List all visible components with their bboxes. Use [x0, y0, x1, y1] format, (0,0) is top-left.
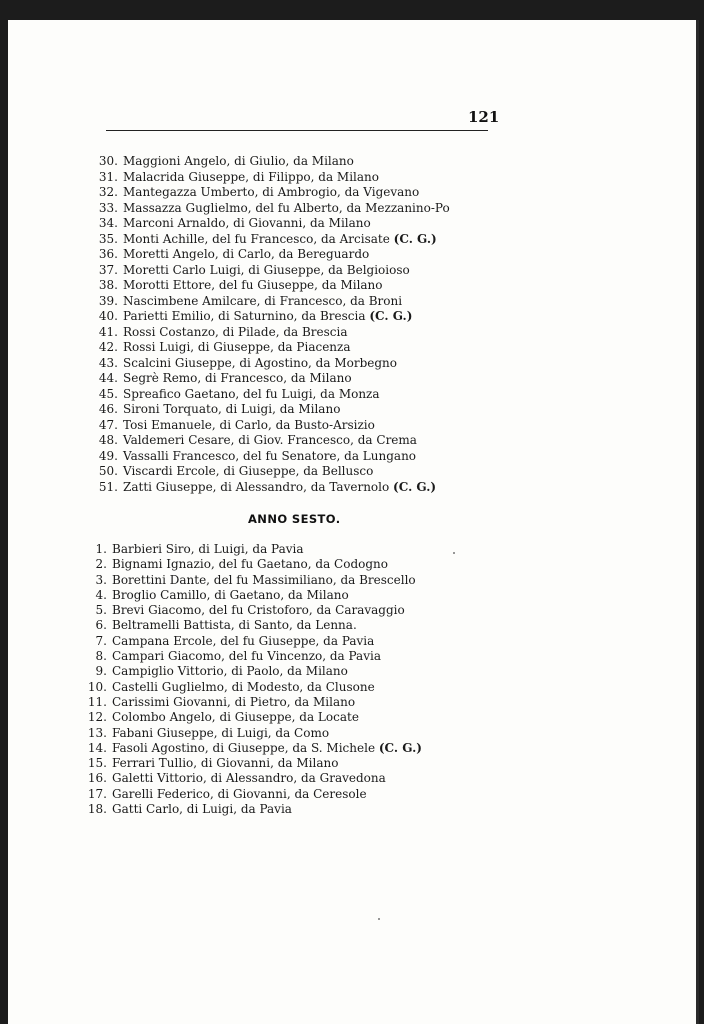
entry-number: 18. — [87, 802, 107, 817]
entry-text: Zatti Giuseppe, di Alessandro, da Tavernolo — [123, 479, 390, 494]
entry-number: 16. — [87, 771, 107, 786]
list-entry — [85, 588, 422, 603]
entry-number: 3. — [95, 572, 107, 587]
entry-text: Segrè Remo, di Francesco, da Milano — [123, 371, 352, 385]
header-rule — [106, 130, 488, 131]
list-entry — [85, 680, 422, 695]
list-entry — [85, 618, 422, 633]
list-entry — [85, 664, 422, 679]
entry-text: Maggioni Angelo, di Giulio, da Milano — [123, 154, 354, 168]
entry-text: Colombo Angelo, di Giuseppe, da Locate — [112, 710, 359, 725]
entry-text: Campari Giacomo, del fu Vincenzo, da Pavia — [112, 649, 381, 664]
entry-number: 32. — [98, 185, 118, 199]
list-entry — [85, 726, 422, 741]
entry-number: 9. — [95, 664, 107, 679]
entry-number: 50. — [98, 464, 118, 478]
entry-text: Galetti Vittorio, di Alessandro, da Gravedona — [112, 771, 386, 786]
entry-note: (C. G.) — [393, 231, 437, 246]
entry-number: 17. — [87, 786, 107, 801]
list-entry — [85, 741, 422, 756]
entry-note: (C. G.) — [369, 309, 413, 323]
entry-text: Nascimbene Amilcare, di Francesco, da Broni — [123, 293, 403, 308]
entry-number: 7. — [95, 633, 107, 648]
book-page — [8, 20, 699, 1024]
entry-number: 30. — [98, 154, 118, 168]
list-entry — [96, 464, 450, 480]
page-number: 121 — [468, 108, 500, 126]
entry-number: 8. — [95, 649, 107, 664]
entry-text: Rossi Costanzo, di Pilade, da Brescia — [123, 324, 348, 339]
list-entry — [96, 216, 450, 232]
entry-text: Sironi Torquato, di Luigi, da Milano — [123, 402, 341, 416]
entry-text: Scalcini Giuseppe, di Agostino, da Morbegno — [123, 355, 398, 370]
entry-number: 48. — [98, 433, 118, 447]
list-entry — [96, 232, 450, 248]
list-entry — [96, 402, 450, 418]
entry-text: Mantegazza Umberto, di Ambrogio, da Vigevano — [123, 185, 420, 199]
list-entry — [96, 247, 450, 263]
entry-number: 47. — [98, 417, 118, 432]
entry-text: Malacrida Giuseppe, di Filippo, da Milano — [123, 169, 379, 184]
list-entry — [96, 263, 450, 279]
entry-text: Viscardi Ercole, di Giuseppe, da Bellusco — [123, 464, 374, 478]
entry-number: 2. — [95, 557, 107, 572]
list-entry — [96, 433, 450, 449]
list-entry — [96, 356, 450, 372]
list-entry — [96, 154, 450, 170]
entry-text: Campana Ercole, del fu Giuseppe, da Pavia — [112, 633, 375, 648]
entry-number: 1. — [95, 542, 107, 556]
entry-text: Borettini Dante, del fu Massimiliano, da Brescello — [112, 572, 416, 587]
list-entry — [85, 557, 422, 572]
list-entry — [85, 573, 422, 588]
entry-text: Broglio Camillo, di Gaetano, da Milano — [112, 587, 349, 602]
entry-text: Barbieri Siro, di Luigi, da Pavia — [112, 542, 304, 556]
list-entry — [96, 309, 450, 325]
entry-number: 43. — [98, 355, 118, 370]
entry-text: Brevi Giacomo, del fu Cristoforo, da Caravaggio — [112, 603, 405, 618]
list-entry — [96, 201, 450, 217]
list-entry — [85, 603, 422, 618]
entry-number: 35. — [98, 231, 118, 246]
entry-number: 44. — [98, 371, 118, 385]
entry-number: 40. — [98, 309, 118, 323]
entry-text: Valdemeri Cesare, di Giov. Francesco, da Crema — [123, 433, 417, 447]
student-list-previous-year — [96, 154, 450, 495]
entry-number: 37. — [98, 262, 118, 277]
paper-speck — [453, 552, 455, 554]
section-heading: ANNO SESTO. — [248, 512, 341, 526]
entry-text: Tosi Emanuele, di Carlo, da Busto-Arsizio — [123, 417, 375, 432]
entry-number: 39. — [98, 293, 118, 308]
entry-number: 31. — [98, 169, 118, 184]
entry-text: Garelli Federico, di Giovanni, da Ceresole — [112, 786, 367, 801]
entry-number: 33. — [98, 200, 118, 215]
entry-number: 15. — [87, 756, 107, 771]
entry-number: 46. — [98, 402, 118, 416]
entry-number: 14. — [87, 740, 107, 755]
list-entry — [96, 449, 450, 465]
list-entry — [96, 325, 450, 341]
entry-note: (C. G.) — [393, 479, 437, 494]
entry-text: Morotti Ettore, del fu Giuseppe, da Milano — [123, 278, 383, 292]
entry-text: Marconi Arnaldo, di Giovanni, da Milano — [123, 216, 371, 230]
list-entry — [85, 771, 422, 786]
list-entry — [85, 802, 422, 817]
entry-number: 51. — [98, 479, 118, 494]
list-entry — [85, 787, 422, 802]
entry-text: Fasoli Agostino, di Giuseppe, da S. Michele — [112, 740, 376, 755]
entry-text: Vassalli Francesco, del fu Senatore, da Lungano — [123, 448, 417, 463]
entry-text: Beltramelli Battista, di Santo, da Lenna. — [112, 618, 357, 633]
entry-number: 10. — [87, 679, 107, 694]
entry-text: Parietti Emilio, di Saturnino, da Brescia — [123, 309, 366, 323]
list-entry — [96, 387, 450, 403]
entry-text: Bignami Ignazio, del fu Gaetano, da Codogno — [112, 557, 388, 572]
list-entry — [96, 185, 450, 201]
entry-number: 45. — [98, 386, 118, 401]
entry-number: 49. — [98, 448, 118, 463]
list-entry — [85, 649, 422, 664]
list-entry — [96, 278, 450, 294]
entry-text: Ferrari Tullio, di Giovanni, da Milano — [112, 756, 339, 771]
entry-number: 11. — [87, 694, 107, 709]
entry-number: 6. — [95, 618, 107, 633]
entry-text: Moretti Angelo, di Carlo, da Bereguardo — [123, 247, 370, 261]
list-entry — [96, 170, 450, 186]
list-entry — [96, 340, 450, 356]
paper-speck — [378, 918, 380, 920]
entry-text: Monti Achille, del fu Francesco, da Arcisate — [123, 231, 390, 246]
entry-text: Fabani Giuseppe, di Luigi, da Como — [112, 725, 330, 740]
list-entry — [85, 542, 422, 557]
list-entry — [85, 695, 422, 710]
entry-note: (C. G.) — [378, 740, 422, 755]
list-entry — [85, 634, 422, 649]
entry-text: Rossi Luigi, di Giuseppe, da Piacenza — [123, 340, 351, 354]
student-list-anno-sesto — [85, 542, 422, 817]
entry-number: 41. — [98, 324, 118, 339]
entry-text: Moretti Carlo Luigi, di Giuseppe, da Belgioioso — [123, 262, 410, 277]
list-entry — [96, 480, 450, 496]
entry-number: 34. — [98, 216, 118, 230]
list-entry — [85, 710, 422, 725]
list-entry — [85, 756, 422, 771]
entry-number: 5. — [95, 603, 107, 618]
entry-text: Gatti Carlo, di Luigi, da Pavia — [112, 802, 292, 817]
list-entry — [96, 418, 450, 434]
entry-number: 36. — [98, 247, 118, 261]
entry-text: Carissimi Giovanni, di Pietro, da Milano — [112, 694, 356, 709]
list-entry — [96, 371, 450, 387]
entry-text: Spreafico Gaetano, del fu Luigi, da Monza — [123, 386, 380, 401]
entry-number: 4. — [95, 587, 107, 602]
entry-text: Castelli Guglielmo, di Modesto, da Clusone — [112, 679, 375, 694]
entry-number: 38. — [98, 278, 118, 292]
entry-text: Campiglio Vittorio, di Paolo, da Milano — [112, 664, 348, 679]
list-entry — [96, 294, 450, 310]
entry-number: 12. — [87, 710, 107, 725]
entry-text: Massazza Guglielmo, del fu Alberto, da Mezzanino-Po — [123, 200, 450, 215]
entry-number: 42. — [98, 340, 118, 354]
entry-number: 13. — [87, 725, 107, 740]
